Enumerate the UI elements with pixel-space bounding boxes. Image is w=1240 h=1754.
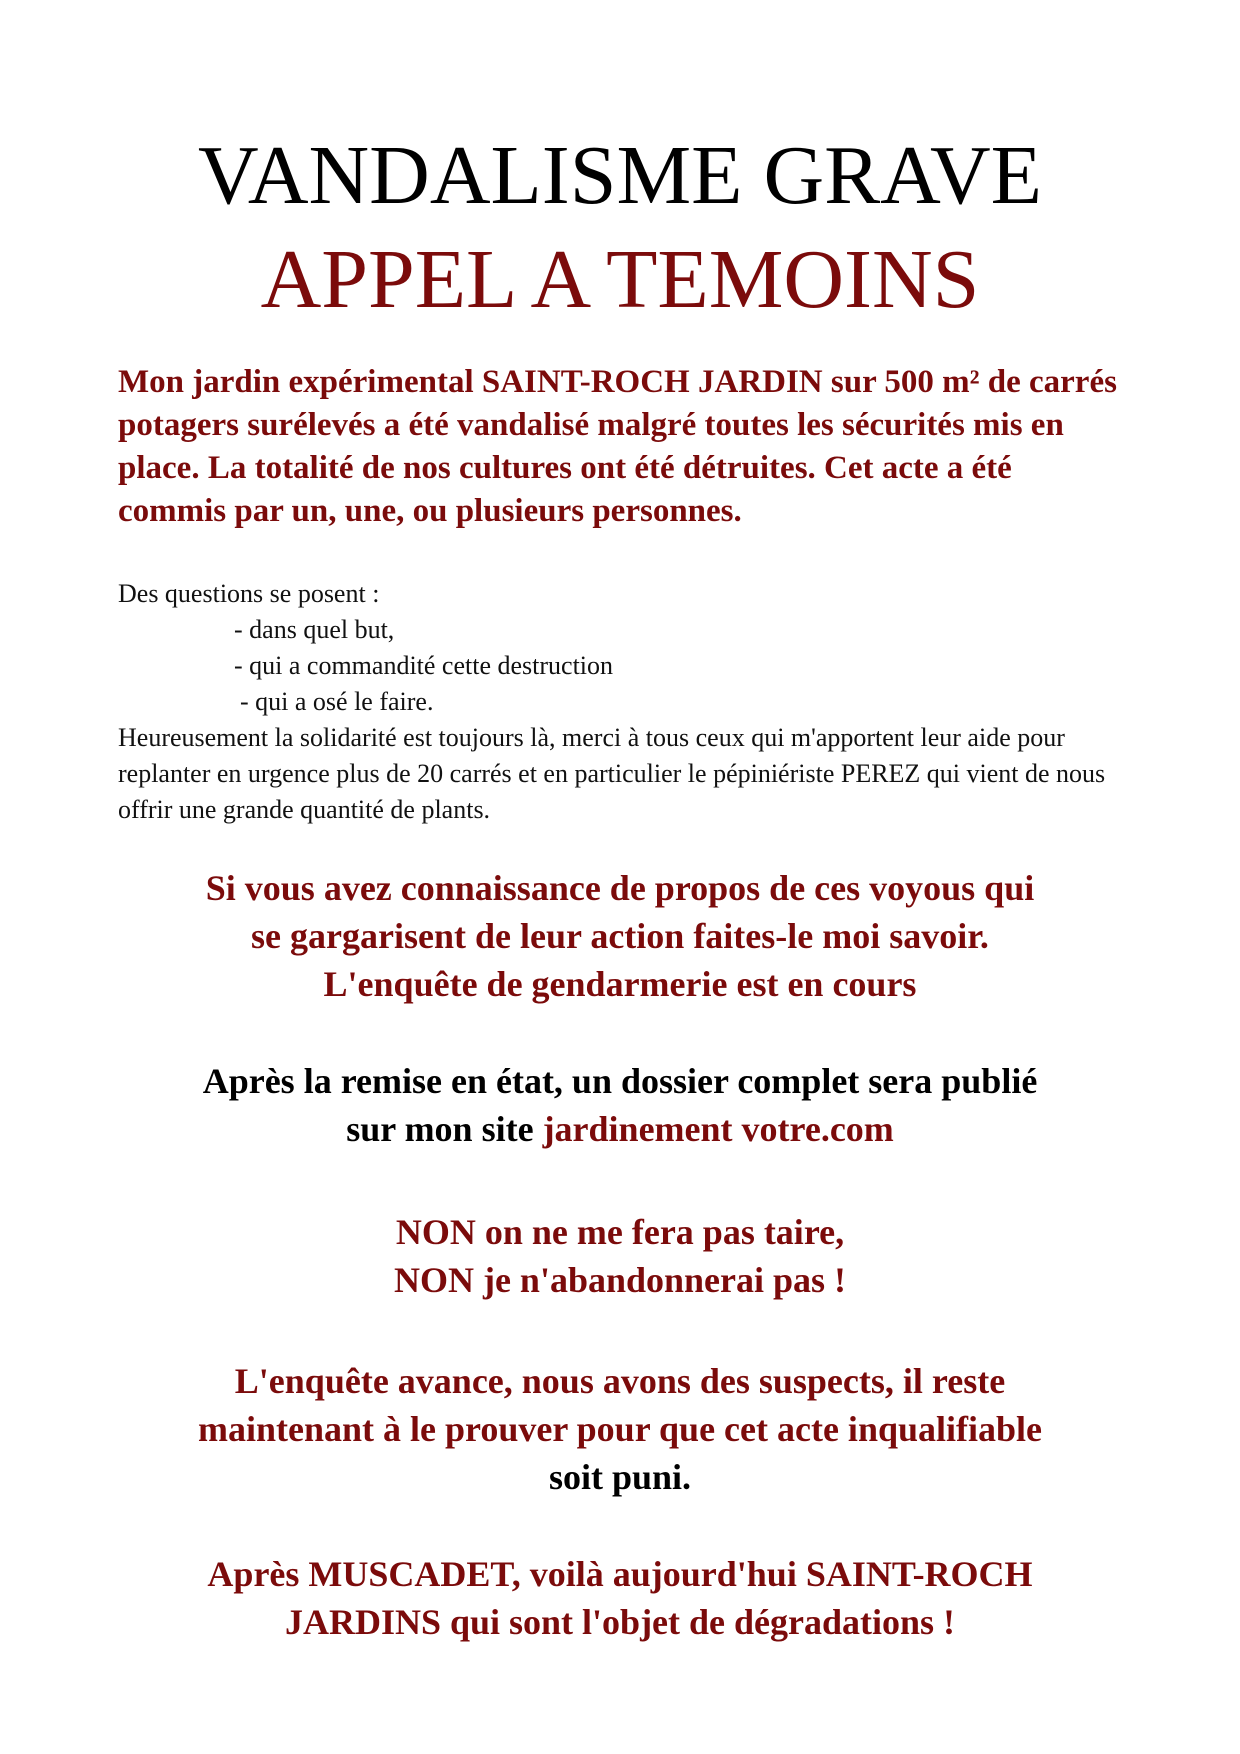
intro-paragraph: Mon jardin expérimental SAINT-ROCH JARDIN sur 500 m² de carrés potagers surélevés a été vandalisé malgré toutes les sécurités mis en place. La totalité de nos cultures ont été détruites. Cet acte a été commis par un, une, ou plusieurs personnes. (118, 364, 1117, 529)
closing-statement (0, 1550, 1240, 1646)
investigation-update (0, 1357, 1240, 1501)
question-item: - qui a commandité cette destruction (234, 651, 614, 680)
dossier-line-site (0, 1105, 1240, 1153)
non-statement (0, 1208, 1240, 1304)
site-prefix: sur mon site (346, 1109, 543, 1149)
closing-line: JARDINS qui sont l'objet de dégradations ! (284, 1602, 956, 1642)
call-line: Si vous avez connaissance de propos de ces voyous qui (205, 868, 1035, 908)
closing-line: Après MUSCADET, voilà aujourd'hui SAINT-ROCH (207, 1554, 1033, 1594)
question-item: - qui a osé le faire. (240, 687, 434, 716)
investigation-line: maintenant à le prouver pour que cet acte inqualifiable (197, 1409, 1042, 1449)
call-for-information (0, 864, 1240, 1008)
investigation-line: soit puni. (548, 1457, 692, 1497)
website-link[interactable]: jardinement votre.com (542, 1109, 894, 1149)
questions-lead: Des questions se posent : (118, 579, 380, 608)
thanks-paragraph: Heureusement la solidarité est toujours là, merci à tous ceux qui m'apportent leur aide pour replanter en urgence plus de 20 carrés et en particulier le pépiniériste PEREZ qui vient de nous offrir une grande quantité de plants. (118, 723, 1106, 824)
headline-vandalisme: VANDALISME GRAVE (198, 129, 1042, 222)
question-item: - dans quel but, (234, 615, 395, 644)
dossier-line: Après la remise en état, un dossier complet sera publié (202, 1061, 1038, 1101)
headline-appel-temoins: APPEL A TEMOINS (260, 233, 980, 326)
call-line: L'enquête de gendarmerie est en cours (323, 964, 917, 1004)
non-line: NON on ne me fera pas taire, (395, 1212, 845, 1252)
non-line: NON je n'abandonnerai pas ! (393, 1260, 847, 1300)
dossier-announcement (0, 1057, 1240, 1153)
investigation-line: L'enquête avance, nous avons des suspects, il reste (234, 1361, 1006, 1401)
call-line: se gargarisent de leur action faites-le moi savoir. (251, 916, 989, 956)
